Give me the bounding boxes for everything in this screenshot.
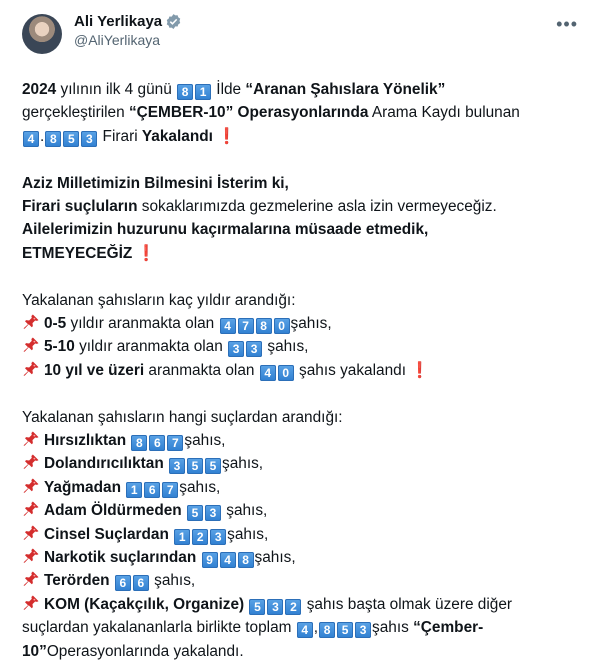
pushpin-icon: [22, 360, 40, 378]
pushpin-icon: [22, 500, 40, 518]
digit-badge: 3: [169, 458, 185, 474]
digit-badge: 0: [274, 318, 290, 334]
digit-badge: 5: [337, 622, 353, 638]
crime-item: Adam Öldürmeden 5 3 şahıs,: [22, 499, 584, 522]
digit-badge: 4: [220, 318, 236, 334]
crime-item: Narkotik suçlarından 9 4 8 şahıs,: [22, 546, 584, 569]
author-names: [74, 12, 182, 50]
digit-badge: 7: [167, 435, 183, 451]
digit-badge: 8: [319, 622, 335, 638]
digit-badge: 6: [115, 575, 131, 591]
exclamation-icon: ❗: [136, 244, 156, 262]
digit-badge: 5: [63, 131, 79, 147]
digit-badge: 8: [45, 131, 61, 147]
pushpin-icon: [22, 524, 40, 542]
author-name[interactable]: Ali Yerlikaya: [74, 13, 163, 30]
kom-line-1: KOM (Kaçakçılık, Organize) 5 3 2 şahıs başta olmak üzere diğer: [22, 593, 584, 616]
digit-badge: 4: [23, 131, 39, 147]
digit-badge: 9: [202, 552, 218, 568]
digit-badge: 7: [238, 318, 254, 334]
more-options-icon[interactable]: •••: [556, 14, 578, 34]
exclamation-icon: ❗: [217, 127, 237, 145]
crime-item: Yağmadan 1 6 7 şahıs,: [22, 476, 584, 499]
digit-badge: 3: [228, 341, 244, 357]
digit-badge: 8: [256, 318, 272, 334]
digit-badge: 6: [144, 482, 160, 498]
digit-badge: 3: [246, 341, 262, 357]
pushpin-icon: [22, 336, 40, 354]
digit-badge: 8: [131, 435, 147, 451]
digit-badge: 3: [267, 599, 283, 615]
pushpin-icon: [22, 570, 40, 588]
digit-badge: 8: [177, 84, 193, 100]
digit-badge: 3: [210, 529, 226, 545]
year: 2024: [22, 81, 57, 98]
digit-badge: 1: [126, 482, 142, 498]
pushpin-icon: [22, 430, 40, 448]
digit-badge: 5: [187, 505, 203, 521]
digit-badge: 4: [297, 622, 313, 638]
digit-badge: 3: [355, 622, 371, 638]
years-item: 10 yıl ve üzeri aranmakta olan 4 0 şahıs yakalandı ❗: [22, 359, 584, 382]
digit-badge: 5: [187, 458, 203, 474]
digit-badge: 5: [205, 458, 221, 474]
years-item: 0-5 yıldır aranmakta olan 4 7 8 0 şahıs,: [22, 312, 584, 335]
digit-badge: 3: [205, 505, 221, 521]
digit-badge: 5: [249, 599, 265, 615]
verified-badge-icon: [165, 13, 182, 30]
intro-line-2: gerçekleştirilen “ÇEMBER-10” Operasyonlarında Arama Kaydı bulunan: [22, 104, 520, 122]
crimes-list: [22, 429, 584, 593]
tweet-header: [22, 12, 584, 64]
digit-badge: 2: [192, 529, 208, 545]
pushpin-icon: [22, 547, 40, 565]
digit-badge: 1: [195, 84, 211, 100]
kom-line-3: 10”Operasyonlarında yakalandı.: [22, 642, 244, 660]
digit-badge: 4: [220, 552, 236, 568]
pushpin-icon: [22, 477, 40, 495]
digit-badge: 6: [133, 575, 149, 591]
digit-badge: 1: [174, 529, 190, 545]
years-heading: Yakalanan şahısların kaç yıldır arandığı:: [22, 291, 296, 309]
intro-line-1: 2024 yılının ilk 4 günü 8 1 İlde “Aranan Şahıslara Yönelik”: [22, 81, 446, 99]
years-list: [22, 312, 584, 382]
crime-item: Dolandırıcılıktan 3 5 5 şahıs,: [22, 452, 584, 475]
crime-item: Terörden 6 6 şahıs,: [22, 569, 584, 592]
years-item: 5-10 yıldır aranmakta olan 3 3 şahıs,: [22, 335, 584, 358]
digit-badge: 0: [278, 365, 294, 381]
pushpin-icon: [22, 453, 40, 471]
pushpin-icon: [22, 313, 40, 331]
kom-line-2: suçlardan yakalananlarla birlikte toplam 4 , 8 5 3 şahıs “Çember-: [22, 619, 484, 638]
intro-line-3: 4 . 8 5 3 Firari Yakalandı ❗: [22, 125, 584, 148]
pushpin-icon: [22, 594, 40, 612]
digit-badge: 2: [285, 599, 301, 615]
crime-item: Cinsel Suçlardan 1 2 3 şahıs,: [22, 523, 584, 546]
digit-badge: 3: [81, 131, 97, 147]
statement-line-4: ETMEYECEĞİZ ❗: [22, 244, 156, 262]
tweet-text: [22, 78, 584, 663]
digit-badge: 6: [149, 435, 165, 451]
exclamation-icon: ❗: [410, 361, 430, 379]
crime-item: Hırsızlıktan 8 6 7 şahıs,: [22, 429, 584, 452]
avatar[interactable]: [22, 14, 62, 54]
crimes-heading: Yakalanan şahısların hangi suçlardan arandığı:: [22, 408, 343, 426]
digit-badge: 4: [260, 365, 276, 381]
digit-badge: 8: [238, 552, 254, 568]
statement-line-1: Aziz Milletimizin Bilmesini İsterim ki,: [22, 174, 289, 192]
statement-line-2: Firari suçluların sokaklarımızda gezmelerine asla izin vermeyeceğiz.: [22, 198, 497, 216]
author-handle[interactable]: @AliYerlikaya: [74, 32, 161, 48]
statement-line-3: Ailelerimizin huzurunu kaçırmalarına müsaade etmedik,: [22, 221, 429, 239]
digit-badge: 7: [162, 482, 178, 498]
